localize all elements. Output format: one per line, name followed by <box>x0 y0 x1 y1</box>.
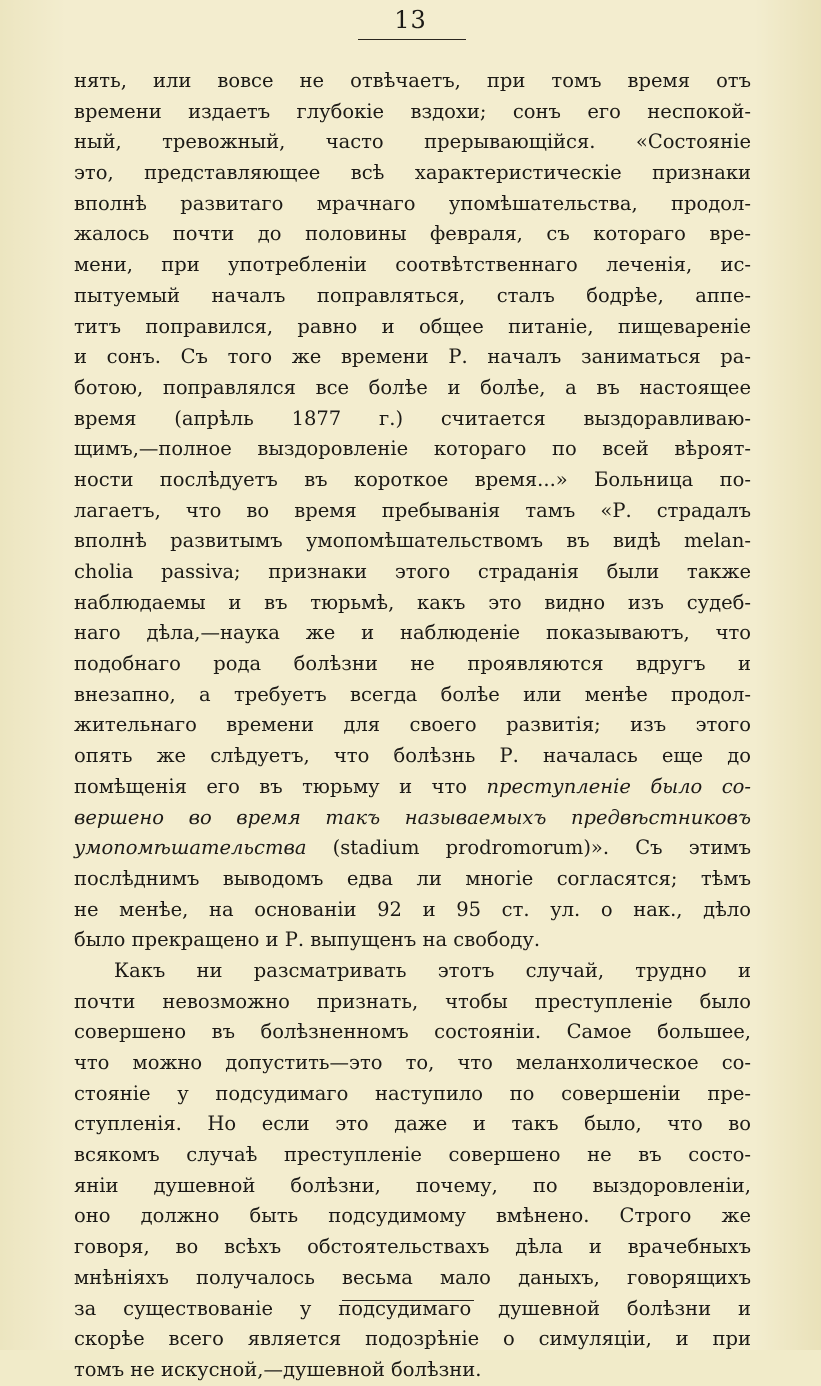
text-line-roman: жалось почти до половины февраля, съ котораго вре- <box>74 222 751 246</box>
text-line <box>74 127 751 158</box>
text-line <box>74 158 751 189</box>
text-line-roman: что можно допустить—это то, что меланхолическое со- <box>74 1051 751 1074</box>
text-line <box>74 895 751 926</box>
text-line-roman: наблюдаемы и въ тюрьмѣ, какъ это видно изъ судеб- <box>74 590 751 614</box>
text-line <box>74 1171 751 1202</box>
text-line-roman: мнѣніяхъ получалось весьма мало даныхъ, говорящихъ <box>74 1265 751 1289</box>
body-text <box>74 66 751 1386</box>
text-line-italic: преступленіе было со- <box>486 774 751 798</box>
text-line <box>74 281 751 312</box>
footer-rule <box>342 1300 474 1301</box>
text-line-roman: ботою, поправлялся все болѣе и болѣе, а въ настоящее <box>74 375 751 399</box>
text-line <box>74 1017 751 1048</box>
text-line <box>74 680 751 711</box>
text-line-roman: было прекращено и Р. выпущенъ на свободу. <box>74 928 541 952</box>
text-line-roman: почти невозможно признать, чтобы преступленіе было <box>74 989 751 1013</box>
text-line <box>74 618 751 649</box>
text-line-roman: совершено въ болѣзненномъ состояніи. Самое большее, <box>74 1020 751 1044</box>
text-line-roman: стояніе у подсудимаго наступило по совершеніи пре- <box>74 1081 751 1105</box>
text-line-roman: помѣщенія его въ тюрьму и что <box>74 774 487 798</box>
text-line <box>74 1140 751 1171</box>
text-line <box>74 1201 751 1232</box>
text-line-roman: за существованіе у подсудимаго душевной болѣзни и <box>74 1296 751 1320</box>
text-line-roman: лагаетъ, что во время пребыванія тамъ «Р. страдалъ <box>74 498 751 522</box>
text-line-roman: вполнѣ развитымъ умопомѣшательствомъ въ видѣ melan- <box>74 529 751 553</box>
text-line <box>74 404 751 435</box>
text-line <box>74 342 751 373</box>
text-line-roman: (stadium prodromorum)». Съ этимъ <box>306 836 751 860</box>
text-line <box>74 312 751 343</box>
text-line <box>74 649 751 680</box>
text-line-roman: яніи душевной болѣзни, почему, по выздоровленіи, <box>74 1173 751 1197</box>
text-line-roman: всякомъ случаѣ преступленіе совершено не въ состо- <box>74 1143 751 1167</box>
text-line-roman: наго дѣла,—наука же и наблюденіе показываютъ, что <box>74 621 751 645</box>
text-line-roman: скорѣе всего является подозрѣніе о симуляціи, и при <box>74 1327 751 1351</box>
text-line <box>74 710 751 741</box>
text-line <box>74 987 751 1018</box>
text-line <box>74 496 751 527</box>
text-line <box>74 66 751 97</box>
text-line-roman: щимъ,—полное выздоровленіе котораго по всей вѣроят- <box>74 437 751 461</box>
text-line <box>74 189 751 220</box>
text-line-roman: мени, при употребленіи соотвѣтственнаго леченія, ис- <box>74 253 751 277</box>
text-line-roman: не менѣе, на основаніи 92 и 95 ст. ул. о нак., дѣло <box>74 897 751 921</box>
text-line <box>74 956 751 987</box>
text-line <box>74 1294 751 1325</box>
text-line <box>74 803 751 834</box>
text-line-roman: пытуемый началъ поправляться, сталъ бодрѣе, аппе- <box>74 283 751 307</box>
text-line-roman: нять, или вовсе не отвѣчаетъ, при томъ время отъ <box>74 69 751 92</box>
text-line-roman: титъ поправился, равно и общее питаніе, пищевареніе <box>74 314 751 338</box>
text-line <box>74 1232 751 1263</box>
text-line <box>74 1263 751 1294</box>
text-line-roman: ный, тревожный, часто прерывающійся. «Состояніе <box>74 130 751 154</box>
text-line <box>74 925 751 956</box>
text-line <box>74 1048 751 1079</box>
text-line <box>74 1109 751 1140</box>
page-number: 13 <box>394 6 427 34</box>
text-line <box>74 1355 751 1386</box>
text-line <box>74 465 751 496</box>
text-line-roman: внезапно, а требуетъ всегда болѣе или менѣе продол- <box>74 682 751 706</box>
text-line-roman: вполнѣ развитаго мрачнаго упомѣшательства, продол- <box>74 191 751 215</box>
text-line-roman: ности послѣдуетъ въ короткое время...» Больница по- <box>74 467 751 491</box>
text-line <box>74 97 751 128</box>
text-line-roman: говоря, во всѣхъ обстоятельствахъ дѣла и врачебныхъ <box>74 1235 751 1259</box>
text-line-roman: времени издаетъ глубокіе вздохи; сонъ его неспокой- <box>74 99 751 123</box>
text-line-roman: оно должно быть подсудимому вмѣнено. Строго же <box>74 1204 751 1228</box>
text-line-roman: время (апрѣль 1877 г.) считается выздоравливаю- <box>74 406 751 430</box>
text-line <box>74 250 751 281</box>
text-line <box>74 434 751 465</box>
text-line <box>74 741 751 772</box>
text-line <box>74 373 751 404</box>
header-rule <box>358 39 466 40</box>
text-line-italic: вершено во время такъ называемыхъ предвѣстниковъ <box>74 805 751 829</box>
text-line <box>74 219 751 250</box>
text-line <box>74 588 751 619</box>
text-line <box>74 864 751 895</box>
text-line <box>74 526 751 557</box>
text-line <box>74 1079 751 1110</box>
text-line <box>74 772 751 803</box>
text-line-roman: и сонъ. Съ того же времени Р. началъ заниматься ра- <box>74 345 751 369</box>
text-line-roman: томъ не искусной,—душевной болѣзни. <box>74 1357 482 1381</box>
text-line <box>74 557 751 588</box>
text-line-roman: cholia passiva; признаки этого страданія были также <box>74 560 751 583</box>
text-line-roman: подобнаго рода болѣзни не проявляются вдругъ и <box>74 652 751 676</box>
text-line-roman: опять же слѣдуетъ, что болѣзнь Р. началась еще до <box>74 744 751 768</box>
text-line-roman: Какъ ни разсматривать этотъ случай, трудно и <box>114 958 751 982</box>
text-line-roman: послѣднимъ выводомъ едва ли многіе согласятся; тѣмъ <box>74 866 751 890</box>
text-line-roman: жительнаго времени для своего развитія; изъ этого <box>74 713 751 737</box>
text-line-roman: ступленія. Но если это даже и такъ было, что во <box>74 1112 751 1136</box>
text-line <box>74 833 751 864</box>
text-line-roman: это, представляющее всѣ характеристическіе признаки <box>74 161 751 185</box>
text-line-italic: умопомѣшательства <box>74 836 307 860</box>
text-line <box>74 1324 751 1355</box>
